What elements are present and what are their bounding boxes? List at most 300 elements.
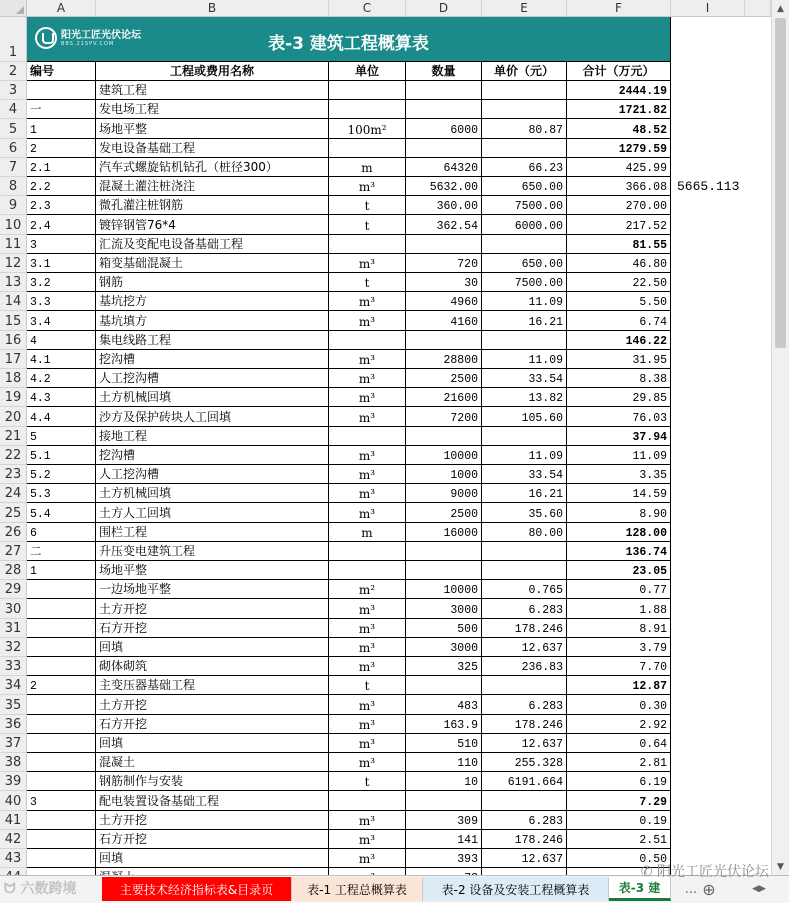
cell-qty[interactable]: 483 (406, 695, 482, 714)
row-header-39[interactable]: 39 (0, 772, 27, 791)
row-header-37[interactable]: 37 (0, 734, 27, 753)
cell-price[interactable]: 178.246 (482, 619, 567, 638)
cell-total[interactable]: 29.85 (567, 388, 671, 407)
cell-code[interactable] (27, 580, 96, 599)
cell-qty[interactable] (406, 676, 482, 695)
cell-unit[interactable]: m³ (329, 484, 406, 503)
cell-code[interactable]: 5 (27, 427, 96, 446)
cell-price[interactable] (482, 235, 567, 254)
cell-total[interactable]: 0.77 (567, 580, 671, 599)
cell-name[interactable]: 主变压器基础工程 (96, 676, 329, 695)
cell-price[interactable]: 33.54 (482, 369, 567, 388)
cell-code[interactable]: 3.4 (27, 311, 96, 330)
cell-code[interactable]: 2.2 (27, 177, 96, 196)
cell-price[interactable]: 178.246 (482, 830, 567, 849)
row-header-22[interactable]: 22 (0, 446, 27, 465)
cell-code[interactable]: 4 (27, 331, 96, 350)
cell-qty[interactable]: 360.00 (406, 196, 482, 215)
row-header-26[interactable]: 26 (0, 523, 27, 542)
cell-name[interactable]: 土方开挖 (96, 695, 329, 714)
cell-code[interactable]: 5.2 (27, 465, 96, 484)
row-header-21[interactable]: 21 (0, 427, 27, 446)
cell-total[interactable]: 7.29 (567, 791, 671, 810)
cell-price[interactable]: 80.87 (482, 119, 567, 138)
cell-price[interactable] (482, 81, 567, 100)
row-header-27[interactable]: 27 (0, 542, 27, 561)
cell-total[interactable]: 0.30 (567, 695, 671, 714)
cell-total[interactable]: 5.50 (567, 292, 671, 311)
cell-price[interactable]: 7500.00 (482, 196, 567, 215)
cell-qty[interactable]: 16000 (406, 523, 482, 542)
cell-qty[interactable]: 393 (406, 849, 482, 868)
cell-unit[interactable]: m (329, 158, 406, 177)
cell-unit[interactable]: m³ (329, 599, 406, 618)
cell-name[interactable]: 升压变电建筑工程 (96, 542, 329, 561)
cell-price[interactable]: 12.637 (482, 638, 567, 657)
cell-price[interactable]: 80.00 (482, 523, 567, 542)
cell-code[interactable] (27, 849, 96, 868)
cell-price[interactable]: 11.09 (482, 292, 567, 311)
cell-qty[interactable] (406, 81, 482, 100)
cell-unit[interactable]: m³ (329, 350, 406, 369)
cell-total[interactable]: 1.88 (567, 599, 671, 618)
cell-unit[interactable]: m³ (329, 369, 406, 388)
cell-total[interactable]: 8.90 (567, 503, 671, 522)
cell-qty[interactable] (406, 235, 482, 254)
cell-name[interactable]: 混凝土 (96, 753, 329, 772)
cell-qty[interactable]: 64320 (406, 158, 482, 177)
row-header-17[interactable]: 17 (0, 350, 27, 369)
cell-unit[interactable]: m³ (329, 830, 406, 849)
cell-total[interactable]: 270.00 (567, 196, 671, 215)
cell-qty[interactable]: 4960 (406, 292, 482, 311)
cell-total[interactable]: 2.81 (567, 753, 671, 772)
cell-total[interactable]: 6.19 (567, 772, 671, 791)
cell-qty[interactable]: 28800 (406, 350, 482, 369)
cell-total[interactable]: 2.92 (567, 715, 671, 734)
header-total[interactable]: 合计（万元） (567, 62, 671, 81)
cell-unit[interactable] (329, 331, 406, 350)
row-header-32[interactable]: 32 (0, 638, 27, 657)
cell-total[interactable]: 11.09 (567, 446, 671, 465)
column-header-a[interactable]: A (27, 0, 96, 17)
cell-qty[interactable]: 10000 (406, 580, 482, 599)
cell-price[interactable] (482, 791, 567, 810)
cell-code[interactable]: 3.2 (27, 273, 96, 292)
cell-code[interactable]: 3.1 (27, 254, 96, 273)
cell-name[interactable]: 土方人工回填 (96, 503, 329, 522)
row-header-24[interactable]: 24 (0, 484, 27, 503)
row-header-4[interactable]: 4 (0, 100, 27, 119)
cell-price[interactable]: 6.283 (482, 695, 567, 714)
cell-price[interactable] (482, 139, 567, 158)
select-all-corner[interactable] (0, 0, 27, 17)
cell-name[interactable]: 汇流及变配电设备基础工程 (96, 235, 329, 254)
cell-qty[interactable]: 362.54 (406, 215, 482, 234)
cell-qty[interactable]: 720 (406, 254, 482, 273)
column-header-c[interactable]: C (329, 0, 406, 17)
cell-price[interactable]: 650.00 (482, 177, 567, 196)
cell-unit[interactable]: m² (329, 580, 406, 599)
cell-price[interactable] (482, 100, 567, 119)
column-header-e[interactable]: E (482, 0, 567, 17)
cell-qty[interactable]: 5632.00 (406, 177, 482, 196)
cell-code[interactable]: 4.3 (27, 388, 96, 407)
row-header-14[interactable]: 14 (0, 292, 27, 311)
cell-total[interactable]: 0.64 (567, 734, 671, 753)
cell-price[interactable]: 13.82 (482, 388, 567, 407)
cell-name[interactable]: 发电设备基础工程 (96, 139, 329, 158)
cell-qty[interactable]: 7200 (406, 407, 482, 426)
cell-total[interactable]: 7.70 (567, 657, 671, 676)
cell-qty[interactable] (406, 561, 482, 580)
vertical-scrollbar[interactable] (771, 0, 789, 875)
cell-price[interactable]: 255.328 (482, 753, 567, 772)
cell-code[interactable]: 4.1 (27, 350, 96, 369)
cell-code[interactable] (27, 830, 96, 849)
cell-code[interactable]: 4.2 (27, 369, 96, 388)
row-header-16[interactable]: 16 (0, 331, 27, 350)
cell-unit[interactable]: m³ (329, 407, 406, 426)
cell-price[interactable]: 6.283 (482, 599, 567, 618)
cell-price[interactable]: 650.00 (482, 254, 567, 273)
cell-name[interactable]: 人工挖沟槽 (96, 465, 329, 484)
scroll-down-icon[interactable]: ▼ (777, 861, 784, 872)
cell-name[interactable]: 接地工程 (96, 427, 329, 446)
cell-name[interactable]: 回填 (96, 849, 329, 868)
cell-code[interactable] (27, 638, 96, 657)
cell-qty[interactable] (406, 542, 482, 561)
cell-unit[interactable]: m³ (329, 388, 406, 407)
cell-price[interactable]: 16.21 (482, 484, 567, 503)
cell-name[interactable]: 石方开挖 (96, 715, 329, 734)
cell-price[interactable] (482, 427, 567, 446)
row-header-33[interactable]: 33 (0, 657, 27, 676)
cell-total[interactable]: 1279.59 (567, 139, 671, 158)
cell-name[interactable]: 箱变基础混凝土 (96, 254, 329, 273)
cell-qty[interactable] (406, 427, 482, 446)
cell-total[interactable]: 31.95 (567, 350, 671, 369)
cell-unit[interactable]: m³ (329, 254, 406, 273)
cell-qty[interactable]: 3000 (406, 599, 482, 618)
cell-code[interactable]: 2.3 (27, 196, 96, 215)
cell-qty[interactable]: 30 (406, 273, 482, 292)
cell-price[interactable] (482, 542, 567, 561)
cell-qty[interactable]: 4160 (406, 311, 482, 330)
cell-total[interactable]: 76.03 (567, 407, 671, 426)
add-sheet-icon[interactable]: ⊕ (702, 879, 716, 899)
cell-qty[interactable]: 325 (406, 657, 482, 676)
cell-name[interactable]: 一边场地平整 (96, 580, 329, 599)
cell-name[interactable]: 配电装置设备基础工程 (96, 791, 329, 810)
cell-qty[interactable]: 1000 (406, 465, 482, 484)
cell-code[interactable] (27, 811, 96, 830)
cell-code[interactable]: 6 (27, 523, 96, 542)
cell-code[interactable]: 一 (27, 100, 96, 119)
cell-code[interactable]: 2.1 (27, 158, 96, 177)
cell-qty[interactable] (406, 100, 482, 119)
cell-name[interactable]: 基坑填方 (96, 311, 329, 330)
header-code[interactable]: 编号 (27, 62, 96, 81)
cell-code[interactable] (27, 657, 96, 676)
row-header-19[interactable]: 19 (0, 388, 27, 407)
tab-more-button[interactable]: ... (684, 881, 698, 897)
row-header-42[interactable]: 42 (0, 830, 27, 849)
sheet-tab-2[interactable]: 表-1 工程总概算表 (292, 877, 423, 901)
cell-price[interactable]: 6000.00 (482, 215, 567, 234)
cell-unit[interactable]: m³ (329, 177, 406, 196)
cell-qty[interactable]: 10 (406, 772, 482, 791)
cell-price[interactable] (482, 561, 567, 580)
cell-unit[interactable] (329, 235, 406, 254)
header-price[interactable]: 单价（元） (482, 62, 567, 81)
cell-unit[interactable]: m³ (329, 734, 406, 753)
cell-price[interactable]: 6191.664 (482, 772, 567, 791)
cell-qty[interactable]: 309 (406, 811, 482, 830)
row-header-34[interactable]: 34 (0, 676, 27, 695)
cell-qty[interactable]: 2500 (406, 503, 482, 522)
column-header-d[interactable]: D (406, 0, 482, 17)
cell-name[interactable]: 围栏工程 (96, 523, 329, 542)
cell-name[interactable]: 沙方及保护砖块人工回填 (96, 407, 329, 426)
cell-unit[interactable]: m³ (329, 811, 406, 830)
cell-total[interactable]: 3.79 (567, 638, 671, 657)
cell-total[interactable]: 217.52 (567, 215, 671, 234)
cell-code[interactable]: 二 (27, 542, 96, 561)
cell-code[interactable]: 5.4 (27, 503, 96, 522)
cell-price[interactable]: 0.765 (482, 580, 567, 599)
cell-total[interactable]: 48.52 (567, 119, 671, 138)
title-banner[interactable] (27, 17, 671, 62)
cell-code[interactable] (27, 715, 96, 734)
row-header-8[interactable]: 8 (0, 177, 27, 196)
row-header-28[interactable]: 28 (0, 561, 27, 580)
cell-price[interactable]: 12.637 (482, 849, 567, 868)
cell-qty[interactable] (406, 139, 482, 158)
cell-qty[interactable]: 9000 (406, 484, 482, 503)
cell-name[interactable]: 混凝土灌注桩浇注 (96, 177, 329, 196)
cell-qty[interactable]: 10000 (406, 446, 482, 465)
row-header-9[interactable]: 9 (0, 196, 27, 215)
cell-code[interactable]: 3 (27, 235, 96, 254)
cell-name[interactable]: 基坑挖方 (96, 292, 329, 311)
cell-price[interactable]: 6.283 (482, 811, 567, 830)
cell-total[interactable]: 81.55 (567, 235, 671, 254)
cell-total[interactable]: 2444.19 (567, 81, 671, 100)
cell-unit[interactable]: t (329, 676, 406, 695)
cell-code[interactable]: 3.3 (27, 292, 96, 311)
cell-code[interactable]: 1 (27, 561, 96, 580)
cell-total[interactable]: 136.74 (567, 542, 671, 561)
cell-unit[interactable]: t (329, 772, 406, 791)
cell-name[interactable]: 人工挖沟槽 (96, 369, 329, 388)
tab-nav-icon[interactable]: ◀▶ (752, 884, 766, 894)
cell-unit[interactable] (329, 81, 406, 100)
cell-qty[interactable]: 163.9 (406, 715, 482, 734)
row-header-41[interactable]: 41 (0, 811, 27, 830)
cell-total[interactable]: 12.87 (567, 676, 671, 695)
row-header-6[interactable]: 6 (0, 139, 27, 158)
row-header-23[interactable]: 23 (0, 465, 27, 484)
cell-code[interactable]: 1 (27, 119, 96, 138)
cell-unit[interactable]: m³ (329, 292, 406, 311)
row-header-11[interactable]: 11 (0, 235, 27, 254)
row-header-38[interactable]: 38 (0, 753, 27, 772)
cell-price[interactable]: 7500.00 (482, 273, 567, 292)
cell-total[interactable]: 46.80 (567, 254, 671, 273)
cell-name[interactable]: 钢筋制作与安装 (96, 772, 329, 791)
row-header-29[interactable]: 29 (0, 580, 27, 599)
cell-unit[interactable]: m³ (329, 503, 406, 522)
cell-name[interactable]: 石方开挖 (96, 830, 329, 849)
cell-total[interactable]: 425.99 (567, 158, 671, 177)
cell-unit[interactable]: m³ (329, 849, 406, 868)
row-header-3[interactable]: 3 (0, 81, 27, 100)
row-header-13[interactable]: 13 (0, 273, 27, 292)
cell-code[interactable]: 5.1 (27, 446, 96, 465)
cell-code[interactable]: 2 (27, 676, 96, 695)
cell-unit[interactable]: t (329, 215, 406, 234)
cell-name[interactable]: 回填 (96, 638, 329, 657)
sheet-tab-3[interactable]: 表-2 设备及安装工程概算表 (423, 877, 609, 901)
cell-unit[interactable]: m³ (329, 715, 406, 734)
cell-unit[interactable]: m³ (329, 753, 406, 772)
cell-total[interactable]: 23.05 (567, 561, 671, 580)
cell-code[interactable] (27, 81, 96, 100)
cell-code[interactable] (27, 599, 96, 618)
cell-unit[interactable]: t (329, 273, 406, 292)
cell-qty[interactable] (406, 331, 482, 350)
cell-total[interactable]: 14.59 (567, 484, 671, 503)
cell-unit[interactable]: m³ (329, 311, 406, 330)
cell-code[interactable] (27, 695, 96, 714)
cell-unit[interactable]: m³ (329, 695, 406, 714)
cell-code[interactable] (27, 772, 96, 791)
cell-i8-value[interactable]: 5665.113 (677, 179, 740, 194)
cell-code[interactable] (27, 753, 96, 772)
cell-price[interactable]: 12.637 (482, 734, 567, 753)
scrollbar-thumb[interactable] (775, 18, 786, 348)
cell-qty[interactable] (406, 791, 482, 810)
cell-qty[interactable]: 141 (406, 830, 482, 849)
cell-total[interactable]: 2.51 (567, 830, 671, 849)
column-header-f[interactable]: F (567, 0, 671, 17)
row-header-35[interactable]: 35 (0, 695, 27, 714)
cell-total[interactable]: 146.22 (567, 331, 671, 350)
cell-name[interactable]: 微孔灌注桩钢筋 (96, 196, 329, 215)
cell-price[interactable]: 35.60 (482, 503, 567, 522)
row-header-36[interactable]: 36 (0, 715, 27, 734)
cell-unit[interactable]: m³ (329, 657, 406, 676)
cell-name[interactable]: 钢筋 (96, 273, 329, 292)
cell-price[interactable]: 105.60 (482, 407, 567, 426)
cell-name[interactable]: 挖沟槽 (96, 350, 329, 369)
row-header-2[interactable]: 2 (0, 62, 27, 81)
cell-unit[interactable] (329, 542, 406, 561)
cell-code[interactable]: 5.3 (27, 484, 96, 503)
cell-price[interactable]: 236.83 (482, 657, 567, 676)
row-header-18[interactable]: 18 (0, 369, 27, 388)
cell-name[interactable]: 石方开挖 (96, 619, 329, 638)
cell-name[interactable]: 场地平整 (96, 561, 329, 580)
cell-price[interactable]: 178.246 (482, 715, 567, 734)
cell-total[interactable]: 6.74 (567, 311, 671, 330)
cell-unit[interactable]: m³ (329, 638, 406, 657)
cell-unit[interactable] (329, 561, 406, 580)
header-qty[interactable]: 数量 (406, 62, 482, 81)
cell-total[interactable]: 3.35 (567, 465, 671, 484)
scroll-up-icon[interactable]: ▲ (777, 3, 784, 14)
cell-name[interactable]: 砌体砌筑 (96, 657, 329, 676)
row-header-20[interactable]: 20 (0, 407, 27, 426)
cell-price[interactable]: 33.54 (482, 465, 567, 484)
cell-price[interactable]: 66.23 (482, 158, 567, 177)
cell-total[interactable]: 1721.82 (567, 100, 671, 119)
row-header-15[interactable]: 15 (0, 311, 27, 330)
cell-total[interactable]: 0.50 (567, 849, 671, 868)
header-name[interactable]: 工程或费用名称 (96, 62, 329, 81)
row-header-1[interactable]: 1 (0, 17, 27, 62)
cell-total[interactable]: 0.19 (567, 811, 671, 830)
cell-qty[interactable]: 6000 (406, 119, 482, 138)
cell-unit[interactable]: m³ (329, 465, 406, 484)
header-unit[interactable]: 单位 (329, 62, 406, 81)
row-header-5[interactable]: 5 (0, 119, 27, 138)
row-header-25[interactable]: 25 (0, 503, 27, 522)
cell-name[interactable]: 土方机械回填 (96, 388, 329, 407)
cell-name[interactable]: 挖沟槽 (96, 446, 329, 465)
cell-code[interactable] (27, 619, 96, 638)
cell-name[interactable]: 发电场工程 (96, 100, 329, 119)
cell-qty[interactable]: 21600 (406, 388, 482, 407)
cell-name[interactable]: 集电线路工程 (96, 331, 329, 350)
cell-price[interactable] (482, 331, 567, 350)
row-header-43[interactable]: 43 (0, 849, 27, 868)
cell-unit[interactable]: 100m² (329, 119, 406, 138)
column-header-b[interactable]: B (96, 0, 329, 17)
cell-code[interactable] (27, 734, 96, 753)
cell-name[interactable]: 土方开挖 (96, 599, 329, 618)
cell-unit[interactable] (329, 100, 406, 119)
cell-name[interactable]: 土方开挖 (96, 811, 329, 830)
cell-code[interactable]: 4.4 (27, 407, 96, 426)
sheet-tab-1[interactable]: 主要技术经济指标表&目录页 (102, 877, 292, 901)
cell-price[interactable]: 11.09 (482, 350, 567, 369)
cell-total[interactable]: 128.00 (567, 523, 671, 542)
row-header-31[interactable]: 31 (0, 619, 27, 638)
row-header-10[interactable]: 10 (0, 215, 27, 234)
cell-unit[interactable] (329, 427, 406, 446)
row-header-12[interactable]: 12 (0, 254, 27, 273)
cell-name[interactable]: 汽车式螺旋钻机钻孔（桩径300） (96, 158, 329, 177)
cell-unit[interactable]: m³ (329, 619, 406, 638)
cell-unit[interactable]: m (329, 523, 406, 542)
cell-qty[interactable]: 110 (406, 753, 482, 772)
cell-unit[interactable] (329, 791, 406, 810)
cell-price[interactable] (482, 676, 567, 695)
cell-unit[interactable]: t (329, 196, 406, 215)
sheet-tab-4[interactable]: 表-3 建 (609, 877, 671, 901)
cell-total[interactable]: 37.94 (567, 427, 671, 446)
cell-qty[interactable]: 3000 (406, 638, 482, 657)
cell-name[interactable]: 土方机械回填 (96, 484, 329, 503)
cell-code[interactable]: 2 (27, 139, 96, 158)
cell-qty[interactable]: 2500 (406, 369, 482, 388)
column-header-i[interactable]: I (671, 0, 745, 17)
cell-code[interactable]: 2.4 (27, 215, 96, 234)
cell-total[interactable]: 366.08 (567, 177, 671, 196)
row-header-7[interactable]: 7 (0, 158, 27, 177)
